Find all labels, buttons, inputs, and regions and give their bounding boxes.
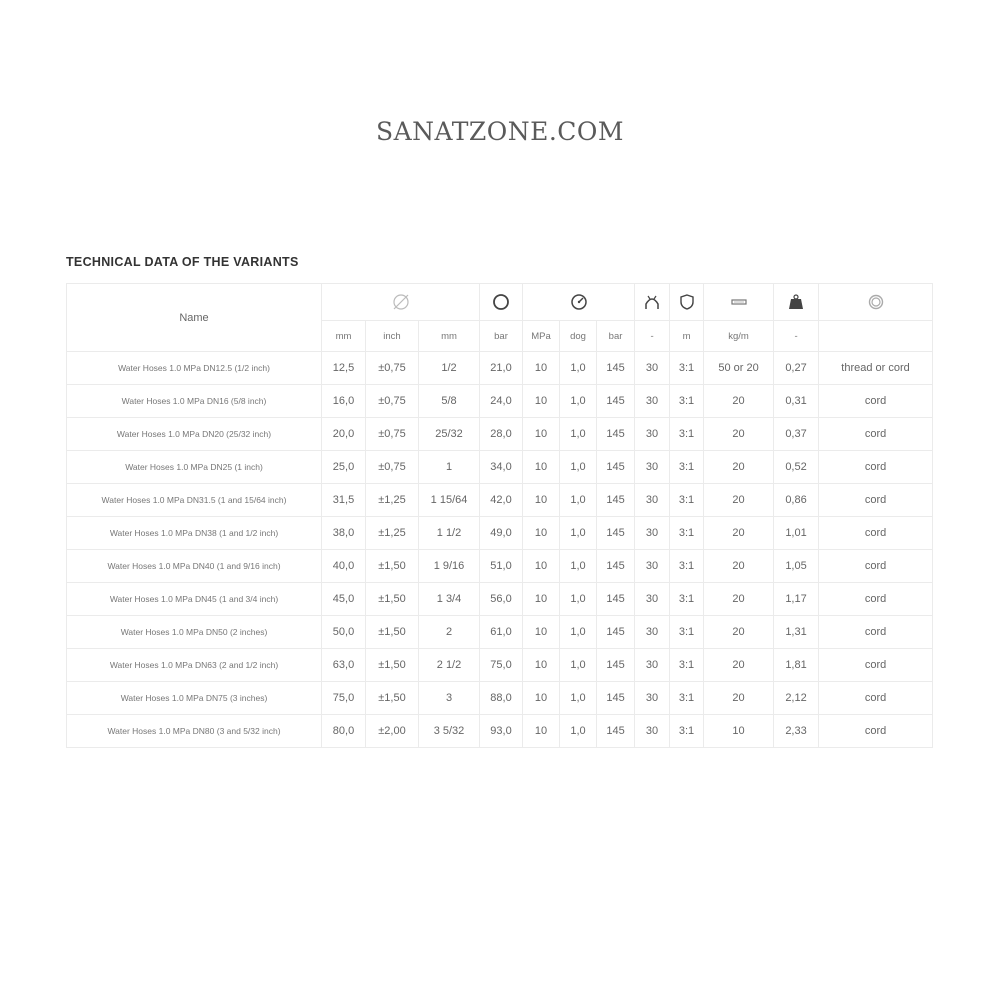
table-cell: 1 1/2 — [419, 517, 480, 550]
table-cell: cord — [819, 583, 933, 616]
table-row — [67, 583, 933, 616]
table-cell: 20 — [704, 649, 774, 682]
table-cell: cord — [819, 385, 933, 418]
unit-cell: kg/m — [704, 321, 774, 352]
table-cell: 30 — [635, 715, 670, 748]
table-cell: 0,86 — [774, 484, 819, 517]
table-cell: 10 — [523, 649, 560, 682]
table-cell: 1,31 — [774, 616, 819, 649]
table-cell: 30 — [635, 649, 670, 682]
section-title: TECHNICAL DATA OF THE VARIANTS — [66, 255, 299, 269]
table-cell: 30 — [635, 550, 670, 583]
table-cell: 30 — [635, 352, 670, 385]
table-cell: 56,0 — [480, 583, 523, 616]
table-cell: 12,5 — [322, 352, 366, 385]
outer-diameter-header — [480, 284, 523, 321]
table-cell: ±0,75 — [366, 385, 419, 418]
table-body — [67, 352, 933, 748]
variant-name-cell: Water Hoses 1.0 MPa DN45 (1 and 3/4 inch) — [67, 583, 322, 616]
pressure-header — [523, 284, 635, 321]
table-cell: 145 — [597, 616, 635, 649]
table-cell: 145 — [597, 352, 635, 385]
table-cell: 145 — [597, 583, 635, 616]
table-cell: 20 — [704, 418, 774, 451]
table-cell: 10 — [523, 517, 560, 550]
pressure-gauge-icon — [570, 293, 588, 311]
table-cell: 10 — [523, 418, 560, 451]
table-cell: ±1,50 — [366, 649, 419, 682]
table-cell: 145 — [597, 550, 635, 583]
variant-name-cell: Water Hoses 1.0 MPa DN25 (1 inch) — [67, 451, 322, 484]
unit-cell: - — [635, 321, 670, 352]
table-cell: 61,0 — [480, 616, 523, 649]
table-cell: 3:1 — [670, 550, 704, 583]
table-cell: 3:1 — [670, 583, 704, 616]
variant-name-cell: Water Hoses 1.0 MPa DN20 (25/32 inch) — [67, 418, 322, 451]
table-cell: 0,52 — [774, 451, 819, 484]
table-cell: 75,0 — [322, 682, 366, 715]
unit-cell: inch — [366, 321, 419, 352]
table-row — [67, 418, 933, 451]
name-column-header: Name — [67, 284, 322, 352]
table-cell: 10 — [523, 385, 560, 418]
table-cell: 1,0 — [560, 517, 597, 550]
table-cell: ±1,50 — [366, 583, 419, 616]
table-cell: 3:1 — [670, 682, 704, 715]
table-cell: 1,05 — [774, 550, 819, 583]
safety-header — [670, 284, 704, 321]
table-cell: 1 3/4 — [419, 583, 480, 616]
table-cell: cord — [819, 484, 933, 517]
table-cell: cord — [819, 682, 933, 715]
table-cell: 145 — [597, 385, 635, 418]
table-cell: 1,0 — [560, 715, 597, 748]
technical-data-table — [66, 283, 933, 748]
table-cell: 0,31 — [774, 385, 819, 418]
table-cell: 1,17 — [774, 583, 819, 616]
table-cell: 3:1 — [670, 517, 704, 550]
table-cell: 1 15/64 — [419, 484, 480, 517]
table-cell: 20 — [704, 550, 774, 583]
table-cell: 21,0 — [480, 352, 523, 385]
table-cell: 28,0 — [480, 418, 523, 451]
table-cell: 88,0 — [480, 682, 523, 715]
unit-cell: m — [670, 321, 704, 352]
table-cell: 40,0 — [322, 550, 366, 583]
table-cell: 30 — [635, 517, 670, 550]
table-row — [67, 451, 933, 484]
table-cell: 1,0 — [560, 451, 597, 484]
table-cell: 30 — [635, 451, 670, 484]
table-cell: 1,81 — [774, 649, 819, 682]
table-cell: 145 — [597, 517, 635, 550]
table-row — [67, 484, 933, 517]
table-cell: 20 — [704, 451, 774, 484]
length-icon — [730, 293, 748, 311]
table-cell: 1,0 — [560, 649, 597, 682]
table-cell: ±1,50 — [366, 616, 419, 649]
diameter-header — [322, 284, 480, 321]
table-cell: 3:1 — [670, 451, 704, 484]
table-cell: 0,27 — [774, 352, 819, 385]
packaging-header — [819, 284, 933, 321]
table-cell: 10 — [523, 616, 560, 649]
table-cell: 16,0 — [322, 385, 366, 418]
diameter-icon — [392, 293, 410, 311]
table-cell: ±0,75 — [366, 352, 419, 385]
table-cell: 3:1 — [670, 616, 704, 649]
unit-cell: - — [774, 321, 819, 352]
table-cell: 31,5 — [322, 484, 366, 517]
table-cell: 1 9/16 — [419, 550, 480, 583]
table-cell: cord — [819, 649, 933, 682]
table-cell: ±1,25 — [366, 484, 419, 517]
table-cell: 25/32 — [419, 418, 480, 451]
table-cell: 3:1 — [670, 484, 704, 517]
table-cell: 3:1 — [670, 649, 704, 682]
variant-name-cell: Water Hoses 1.0 MPa DN38 (1 and 1/2 inch) — [67, 517, 322, 550]
table-cell: 42,0 — [480, 484, 523, 517]
icon-header-row — [67, 284, 933, 321]
table-cell: 2 1/2 — [419, 649, 480, 682]
table-cell: 3:1 — [670, 715, 704, 748]
table-cell: 145 — [597, 682, 635, 715]
table-cell: cord — [819, 715, 933, 748]
table-cell: ±1,50 — [366, 682, 419, 715]
table-cell: 49,0 — [480, 517, 523, 550]
bend-icon — [643, 293, 661, 311]
table-cell: 20 — [704, 517, 774, 550]
variant-name-cell: Water Hoses 1.0 MPa DN40 (1 and 9/16 inch) — [67, 550, 322, 583]
table-cell: ±0,75 — [366, 418, 419, 451]
table-cell: 3:1 — [670, 352, 704, 385]
table-cell: 1,01 — [774, 517, 819, 550]
table-cell: 20,0 — [322, 418, 366, 451]
table-cell: 51,0 — [480, 550, 523, 583]
table-cell: 30 — [635, 616, 670, 649]
table-row — [67, 616, 933, 649]
table-cell: cord — [819, 517, 933, 550]
unit-cell: dog — [560, 321, 597, 352]
table-cell: 145 — [597, 715, 635, 748]
table-cell: 10 — [523, 352, 560, 385]
table-row — [67, 550, 933, 583]
table-cell: ±2,00 — [366, 715, 419, 748]
table-cell: 5/8 — [419, 385, 480, 418]
table-cell: 3 — [419, 682, 480, 715]
unit-cell: mm — [419, 321, 480, 352]
table-row — [67, 385, 933, 418]
table-cell: cord — [819, 418, 933, 451]
table-cell: 20 — [704, 616, 774, 649]
table-cell: 30 — [635, 583, 670, 616]
table-cell: 1 — [419, 451, 480, 484]
table-cell: 34,0 — [480, 451, 523, 484]
coil-icon — [867, 293, 885, 311]
unit-cell: mm — [322, 321, 366, 352]
table-cell: 10 — [523, 583, 560, 616]
table-cell: 1,0 — [560, 583, 597, 616]
table-cell: 2 — [419, 616, 480, 649]
table-cell: 30 — [635, 682, 670, 715]
shield-icon — [678, 293, 696, 311]
table-cell: 75,0 — [480, 649, 523, 682]
table-cell: ±0,75 — [366, 451, 419, 484]
table-cell: ±1,25 — [366, 517, 419, 550]
table-row — [67, 682, 933, 715]
table-cell: 50,0 — [322, 616, 366, 649]
table-cell: cord — [819, 451, 933, 484]
table-cell: 1,0 — [560, 484, 597, 517]
table-cell: 145 — [597, 418, 635, 451]
table-cell: 24,0 — [480, 385, 523, 418]
table-cell: 1,0 — [560, 418, 597, 451]
unit-cell — [819, 321, 933, 352]
table-cell: 25,0 — [322, 451, 366, 484]
table-cell: 20 — [704, 385, 774, 418]
table-cell: 93,0 — [480, 715, 523, 748]
table-cell: 10 — [523, 451, 560, 484]
table-cell: 2,12 — [774, 682, 819, 715]
table-cell: 145 — [597, 484, 635, 517]
variant-name-cell: Water Hoses 1.0 MPa DN16 (5/8 inch) — [67, 385, 322, 418]
table-row — [67, 715, 933, 748]
table-cell: 1,0 — [560, 352, 597, 385]
table-cell: 3 5/32 — [419, 715, 480, 748]
table-cell: 145 — [597, 649, 635, 682]
variant-name-cell: Water Hoses 1.0 MPa DN31.5 (1 and 15/64 inch) — [67, 484, 322, 517]
table-cell: 30 — [635, 418, 670, 451]
table-cell: 1,0 — [560, 385, 597, 418]
unit-cell: MPa — [523, 321, 560, 352]
table-cell: 2,33 — [774, 715, 819, 748]
table-cell: 10 — [523, 682, 560, 715]
table-cell: 38,0 — [322, 517, 366, 550]
table-cell: 1,0 — [560, 616, 597, 649]
table-cell: 1,0 — [560, 682, 597, 715]
table-cell: 20 — [704, 583, 774, 616]
table-cell: 3:1 — [670, 385, 704, 418]
table-cell: ±1,50 — [366, 550, 419, 583]
table-cell: 20 — [704, 484, 774, 517]
table-cell: 10 — [523, 484, 560, 517]
table-cell: 30 — [635, 484, 670, 517]
table-cell: thread or cord — [819, 352, 933, 385]
table-cell: 45,0 — [322, 583, 366, 616]
variant-name-cell: Water Hoses 1.0 MPa DN63 (2 and 1/2 inch) — [67, 649, 322, 682]
table-cell: 10 — [704, 715, 774, 748]
variant-name-cell: Water Hoses 1.0 MPa DN12.5 (1/2 inch) — [67, 352, 322, 385]
table-cell: 80,0 — [322, 715, 366, 748]
bend-header — [635, 284, 670, 321]
brand-logo[interactable]: SANATZONE.COM — [375, 117, 625, 146]
table-cell: 0,37 — [774, 418, 819, 451]
table-cell: 20 — [704, 682, 774, 715]
variant-name-cell: Water Hoses 1.0 MPa DN75 (3 inches) — [67, 682, 322, 715]
table-row — [67, 517, 933, 550]
length-header — [704, 284, 774, 321]
table-row — [67, 352, 933, 385]
variant-name-cell: Water Hoses 1.0 MPa DN80 (3 and 5/32 inch) — [67, 715, 322, 748]
table-cell: 63,0 — [322, 649, 366, 682]
table-cell: cord — [819, 616, 933, 649]
variant-name-cell: Water Hoses 1.0 MPa DN50 (2 inches) — [67, 616, 322, 649]
table-cell: 1/2 — [419, 352, 480, 385]
weight-icon — [787, 293, 805, 311]
ring-icon — [492, 293, 510, 311]
table-cell: 50 or 20 — [704, 352, 774, 385]
unit-cell: bar — [597, 321, 635, 352]
table-row — [67, 649, 933, 682]
table-cell: 1,0 — [560, 550, 597, 583]
table-cell: 3:1 — [670, 418, 704, 451]
table-cell: 30 — [635, 385, 670, 418]
table-cell: 145 — [597, 451, 635, 484]
weight-header — [774, 284, 819, 321]
unit-cell: bar — [480, 321, 523, 352]
table-cell: cord — [819, 550, 933, 583]
table-cell: 10 — [523, 550, 560, 583]
table-cell: 10 — [523, 715, 560, 748]
